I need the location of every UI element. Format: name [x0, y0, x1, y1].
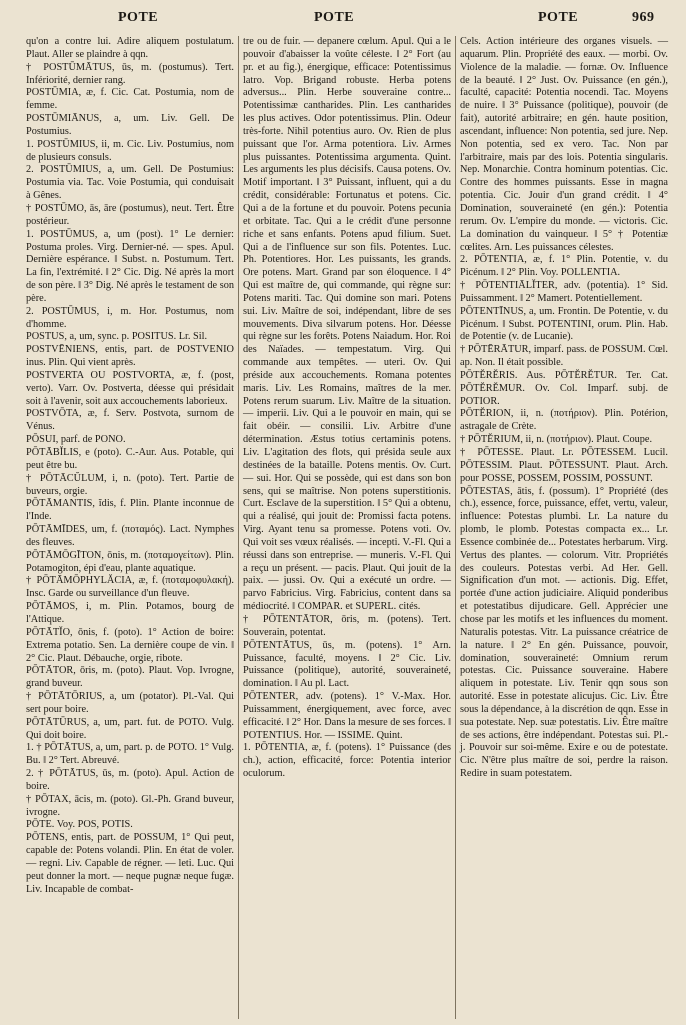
dictionary-entry: tre ou de fuir. — depanere cœlum. Apul. Qui a le pouvoir d'abaisser la voûte céleste. ‖ 2° Fort (au pr. et au fig.), énergique, efficace: Potentissimus latro. Vop. Brigand robuste. Herba potens adversus... Plin. Herbe souveraine contre... Potentissimæ cantharides. Plin. Les cantharides les plus actives. Odor potentissimus. Plin. Odeur très-forte. Nihil potentius auro. Ov. Rien de plus puissant que l'or. Arma potentiora. Liv. Armes plus puissantes. Potentissima argumenta. Quint. Les arguments les plus décisifs. Causa potens. Ov. Motif important. ‖ 3° Puissant, influent, qui a du crédit, considérable: Fortunatus et potens. Cic. Qui a de la fortune et du pouvoir. Potens pecunia et orbitate. Tac. Qui a le crédit d'une personne riche et sans enfants. Potens apud filium. Suet. Qui a de l'influence sur son fils. Potentes. Luc. Ph. Potentiores. Hor. Les puissants, les grands. Ore potens. Mart. Grand par son éloquence. ‖ 4° Qui est maître de, qui commande, qui règne sur: Potens mariti. Tac. Qui domine son mari. Potens sui. Liv. Maître de soi, indépendant, libre de ses mouvements. Diva silvarum potens. Hor. Déesse qui règne sur les forêts. Potens Naiadum. Hor. Roi des Naïades. — tempestatum. Virg. Qui commande aux tempêtes. — uteri. Ov. Qui préside aux accouchements. Romana potentes maris. Liv. Les Romains, maîtres de la mer. Potens rerum suarum. Liv. Maître de la situation. — imperii. Liv. Qui a le pouvoir en main, qui se fait obéir. — consilii. Liv. Arbitre d'une détermination. Æstus totius certaminis potens. Liv. L'agitation des flots, qui présida seule aux destinées de la bataille. Potens mentis. Ov. Curt. — sui. Hor. Qui se possède, qui est dans son bon sens, qui se maîtrise. Non potens superstitionis. Curt. Esclave de la superstition. ‖ 5° Qui a obtenu, qui a réalisé, qui jouit de: Promissi facta potens. Virg. Ayant tenu sa promesse. Potens voti. Ov. Qui voit ses vœux réalisés. — incepti. V.-Fl. Qui a réussi dans son entreprise. — muneris. V.-Fl. Qui a reçu un présent. — pacis. Plaut. Qui jouit de la paix. — jussi. Ov. Qui a exécuté un ordre. — parvo Fabricius. Virg. Fabricius, content dans sa médiocrité. ‖ COMPAR. et SUPERL. cités.	[243, 36, 451, 613]
dictionary-entry: 1. POSTŪMIUS, ii, m. Cic. Liv. Postumius, nom de plusieurs consuls.	[26, 138, 234, 163]
dictionary-entry: PŌSUI, parf. de PONO.	[26, 434, 126, 446]
column-right	[455, 36, 672, 1019]
dictionary-entry: † PŌTĔRIUM, ii, n. (ποτήριον). Plaut. Coupe.	[460, 434, 653, 446]
dictionary-entry: PŌTENS, entis, part. de POSSUM, 1° Qui peut, capable de: Potens volandi. Plin. En état de voler. — regni. Liv. Capable de régner. — leti. Luc. Qui peut donner la mort. — neque pugnæ neque fugæ. Liv. Incapable de combat-	[26, 832, 234, 895]
dictionary-entry: PŌTESTAS, ātis, f. (possum). 1° Propriété (des ch.), essence, force, puissance, effet, vertu, valeur, influence: Potestas plumbi. Lr. La nature du plomb, le plomb. Potestas compacta ex... Lr. Essence combinée de... Potestates herbarum. Virg. Vertus des plantes. — colorum. Vitr. Propriétés des couleurs. Potestas verbi. Ad Her. Gell. Signification d'un mot. — actionis. Dig. Effet, portée d'une action judiciaire. Aliquid ponderibus et potestatibus dijudicare. Gell. Apprécier une chose par les motifs et les influences du moment. Naturalis potestas. Vitr. La puissance créatrice de la nature. ‖ 2° En gén. Puissance, pouvoir, domination, souveraineté: Omnium rerum potestas. Cic. Puissance souveraine. Habere aliquem in potestate. Liv. Tenir qqn sous son autorité. Esse in potestate alicujus. Cic. Liv. Être sous la dépendance, à la discrétion de qqn. Esse in sua potestate. Nep. suæ potestatis. Liv. Être maître de ses actions, être indépendant. Potestas sui. Pl.-j. Pouvoir sur soi-même. Exire e ou de potestate. Cic. N'être plus maître de soi, perdre la raison. Redire in suam potestatem.	[460, 485, 668, 780]
dictionary-entry: † POSTŪMO, ās, āre (postumus), neut. Tert. Être postérieur.	[26, 202, 234, 227]
dictionary-entry: 2. POSTŪMUS, i, m. Hor. Postumus, nom d'homme.	[26, 305, 234, 330]
column-middle	[238, 36, 455, 1019]
dictionary-entry: † PŌTESSE. Plaut. Lr. PŌTESSEM. Lucil. PŌTESSIM. Plaut. PŌTESSUNT. Plaut. Arch. pour POSSE, POSSEM, POSSIM, POSSUNT.	[460, 447, 668, 484]
dictionary-entry: POSTŪMIĀNUS, a, um. Liv. Gell. De Postumius.	[26, 113, 234, 137]
dictionary-entry: PŌTĀTĬO, ōnis, f. (poto). 1° Action de boire: Extrema potatio. Sen. La dernière coupe de vin. ‖ 2° Cic. Plaut. Débauche, orgie, ribote.	[26, 626, 234, 664]
dictionary-entry: † PŌTĒRĀTUR, imparf. pass. de POSSUM. Cœl. ap. Non. Il était possible.	[460, 344, 668, 369]
dictionary-entry: PŌTE. Voy. POS, POTIS.	[26, 819, 133, 831]
header-right-headword: POTE	[538, 10, 579, 25]
dictionary-entry: † POSTŪMĀTUS, ūs, m. (postumus). Tert. Infériorité, dernier rang.	[26, 61, 234, 86]
dictionary-entry: † PŌTAX, ācis, m. (poto). Gl.-Ph. Grand buveur, ivrogne.	[26, 793, 234, 818]
dictionary-entry: PŌTENTĀTUS, ūs, m. (potens). 1° Arn. Puissance, faculté, moyens. ‖ 2° Cic. Liv. Puissance (politique), autorité, souveraineté, domination. ‖ Au pl. Lact.	[243, 639, 451, 690]
dictionary-entry: Cels. Action intérieure des organes visuels. — aquarum. Plin. Propriété des eaux. — morbi. Ov. Violence de la maladie. — fornæ. Ov. Influence de la beauté. ‖ 2° Just. Ov. Puissance (en gén.), faculté, capacité: Potentia nocendi. Tac. Moyens de nuire. ‖ 3° Puissance (politique), pouvoir (de fait), autorité arbitraire; en gén. haute position, ascendant, influence: Non potentia, sed jure. Nep. Non potentia, sed ex vero. Tac. Non par l'arbitraire, mais par des lois. Potentia singularis. Nep. Monarchie. Contra hominum potentias. Cic. Contre des hommes puissants. Esse in magna potentia. Cic. Jouir d'un grand crédit. ‖ 4° Domination, souveraineté (en gén.): Potentia rerum. Ov. L'empire du monde. — victoris. Cic. La domination du vainqueur. ‖ 5° † Potentiæ cœlites. Arn. Les puissances célestes.	[460, 36, 668, 253]
dictionary-entry: † PŌTĀTŌRIUS, a, um (potator). Pl.-Val. Qui sert pour boire.	[26, 691, 234, 715]
dictionary-entry: 2. PŌTENTIA, æ, f. 1° Plin. Potentie, v. du Picénum. ‖ 2° Plin. Voy. POLLENTIA.	[460, 254, 668, 279]
dictionary-entry: † PŌTĀMŌPHYLĂCIA, æ, f. (ποταμοφυλακή). Insc. Garde ou surveillance d'un fleuve.	[26, 575, 234, 600]
dictionary-columns	[22, 36, 672, 1019]
dictionary-entry: PŌTĀTOR, ōris, m. (poto). Plaut. Vop. Ivrogne, grand buveur.	[26, 665, 234, 690]
dictionary-entry: PŌTĀMANTIS, ĭdis, f. Plin. Plante inconnue de l'Inde.	[26, 498, 234, 523]
header-left-headword: POTE	[118, 10, 159, 25]
dictionary-entry: PŌTĀMŌGĪTON, ōnis, m. (ποταμογείτων). Plin. Potamogiton, épi d'eau, plante aquatique.	[26, 549, 234, 574]
header-center-headword: POTE	[314, 10, 355, 25]
dictionary-entry: PŌTĀMOS, i, m. Plin. Potamos, bourg de l'Attique.	[26, 601, 234, 625]
dictionary-entry: 1. † PŌTĀTUS, a, um, part. p. de POTO. 1° Vulg. Bu. ‖ 2° Tert. Abreuvé.	[26, 742, 234, 767]
dictionary-entry: PŌTĀBĬLIS, e (poto). C.-Aur. Aus. Potable, qui peut être bu.	[26, 447, 234, 471]
dictionary-entry: † PŌTĀCŬLUM, i, n. (poto). Tert. Partie de buveurs, orgie.	[26, 472, 234, 497]
column-left	[22, 36, 238, 1019]
dictionary-entry: POSTVĒNIENS, entis, part. de POSTVENIO inus. Plin. Qui vient après.	[26, 344, 234, 369]
dictionary-entry: PŌTĔRION, ii, n. (ποτήριον). Plin. Potérion, astragale de Crète.	[460, 408, 668, 433]
dictionary-entry: † PŌTENTIĀLĬTER, adv. (potentia). 1° Sid. Puissamment. ‖ 2° Mamert. Potentiellement.	[460, 280, 668, 304]
dictionary-entry: POSTVŌTA, æ, f. Serv. Postvota, surnom de Vénus.	[26, 408, 234, 433]
dictionary-entry: POSTUS, a, um, sync. p. POSITUS. Lr. Sil.	[26, 331, 208, 343]
running-header	[0, 10, 686, 30]
dictionary-entry: † PŌTENTĀTOR, ōris, m. (potens). Tert. Souverain, potentat.	[243, 613, 451, 638]
dictionary-entry: qu'on a contre lui. Adire aliquem postulatum. Plaut. Aller se plaindre à qqn.	[26, 36, 234, 60]
dictionary-entry: 1. POSTŪMUS, a, um (post). 1° Le dernier: Postuma proles. Virg. Dernier-né. — spes. Apul. Dernière espérance. ‖ Subst. n. Postumum. Tert. La fin, l'extrémité. ‖ 2° Cic. Dig. Né après la mort de son père. ‖ 3° Dig. Né après le testament de son père.	[26, 228, 234, 304]
dictionary-entry: PŌTĔRĔRIS. Aus. PŌTĔRĔTUR. Ter. Cat. PŌTĔRĔMUR. Ov. Col. Imparf. subj. de POTIOR.	[460, 369, 668, 407]
dictionary-entry: PŌTENTER, adv. (potens). 1° V.-Max. Hor. Puissamment, énergiquement, avec force, avec efficacité. ‖ 2° Hor. Dans la mesure de ses forces. ‖ POTENTIUS. Hor. — ISSIME. Quint.	[243, 691, 451, 741]
page-number: 969	[632, 10, 655, 25]
dictionary-entry: PŌTĀMĪDES, um, f. (ποταμός). Lact. Nymphes des fleuves.	[26, 524, 234, 548]
dictionary-entry: 2. † PŌTĀTUS, ūs, m. (poto). Apul. Action de boire.	[26, 768, 234, 792]
dictionary-entry: POSTŪMIA, æ, f. Cic. Cat. Postumia, nom de femme.	[26, 87, 234, 112]
dictionary-entry: PŌTENTĪNUS, a, um. Frontin. De Potentie, v. du Picénum. ‖ Subst. POTENTINI, orum. Plin. Hab. de Potentie (v. de Lucanie).	[460, 305, 668, 343]
dictionary-entry: POSTVERTA OU POSTVORTA, æ, f. (post, verto). Varr. Ov. Postverta, déesse qui présidait soit à l'avenir, soit aux accouchements laborieux.	[26, 369, 234, 407]
dictionary-entry: PŌTĀTŪRUS, a, um, part. fut. de POTO. Vulg. Qui doit boire.	[26, 716, 234, 741]
dictionary-entry: 2. POSTŪMIUS, a, um. Gell. De Postumius: Postumia via. Tac. Voie Postumia, qui conduisait à Gênes.	[26, 164, 234, 202]
dictionary-entry: 1. PŌTENTIA, æ, f. (potens). 1° Puissance (des ch.), action, efficacité, force: Potentia interior oculorum.	[243, 742, 451, 780]
